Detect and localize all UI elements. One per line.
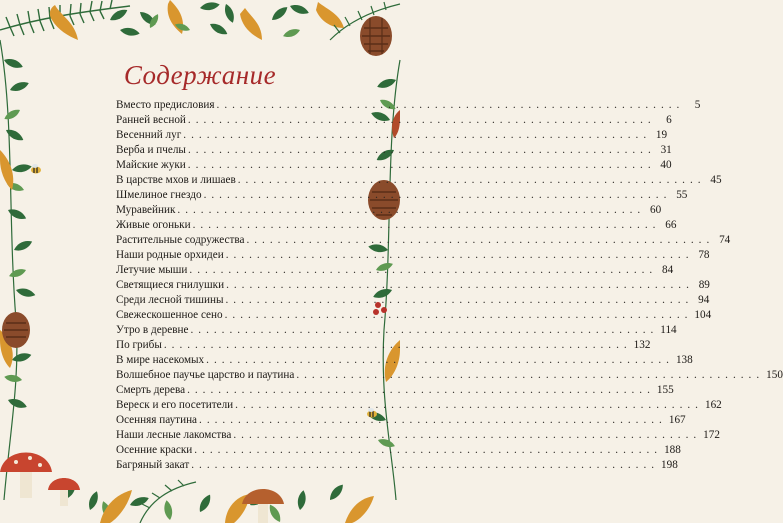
toc-dot-leader: ............................................................ [187,114,656,126]
toc-entry-title: Осенние краски [116,444,193,456]
toc-entry-page-number: 104 [694,309,712,321]
toc-entry-title: Наши родные орхидеи [116,249,224,261]
toc-entry-page-number: 45 [710,174,722,186]
toc-entry-title: Багряный закат [116,459,190,471]
toc-entry [116,428,720,443]
toc-entry-title: Летучие мыши [116,264,188,276]
toc-dot-leader: ............................................................ [246,234,715,246]
toc-entry-page-number: 74 [719,234,731,246]
toc-dot-leader: ............................................................ [199,414,667,426]
toc-entry-title: Весенний луг [116,129,182,141]
toc-entry-title: Вереск и его посетители [116,399,234,411]
toc-entry-page-number: 114 [660,324,677,336]
table-of-contents [116,98,783,473]
toc-entry [116,203,662,218]
toc-entry [116,293,710,308]
toc-entry-page-number: 66 [665,219,677,231]
toc-entry [116,233,731,248]
toc-entry-page-number: 89 [698,279,710,291]
toc-dot-leader: ............................................................ [206,354,674,366]
toc-entry [116,173,722,188]
toc-dot-leader: ............................................................ [183,129,652,141]
toc-entry-page-number: 188 [664,444,681,456]
toc-entry-title: Среди лесной тишины [116,294,224,306]
toc-entry-page-number: 138 [675,354,693,366]
toc-entry-title: Ранней весной [116,114,186,126]
toc-entry-title: В царстве мхов и лишаев [116,174,236,186]
toc-entry [116,353,693,368]
toc-entry-title: Наши лесные лакомства [116,429,232,441]
toc-entry-page-number: 167 [668,414,686,426]
toc-dot-leader: ............................................................ [187,159,656,171]
toc-dot-leader: ............................................................ [194,444,663,456]
toc-entry [116,413,686,428]
toc-entry [116,218,677,233]
toc-entry [116,128,668,143]
toc-entry [116,383,674,398]
toc-entry-title: Вместо предисловия [116,99,215,111]
top-foliage [0,0,400,56]
toc-dot-leader: ............................................................ [203,189,672,201]
toc-entry [116,143,672,158]
toc-entry [116,113,672,128]
toc-entry-title: Свежескошенное сено [116,309,223,321]
toc-entry-title: Муравейник [116,204,176,216]
page-title: Содержание [123,60,277,90]
toc-entry-title: Живые огоньки [116,219,191,231]
toc-entry-page-number: 31 [660,144,672,156]
toc-entry-page-number: 19 [655,129,668,141]
toc-dot-leader: ............................................................ [187,144,656,156]
toc-entry-page-number: 162 [704,399,722,411]
toc-entry [116,263,674,278]
toc-entry-page-number: 94 [698,294,710,306]
toc-entry-page-number: 55 [676,189,688,201]
left-foliage [0,40,41,500]
toc-entry-title: Смерть дерева [116,384,186,396]
toc-entry [116,323,677,338]
toc-dot-leader: ............................................................ [177,204,646,216]
toc-entry-page-number: 60 [650,204,662,216]
toc-dot-leader: ............................................................ [224,309,693,321]
toc-dot-leader: ............................................................ [191,459,660,471]
toc-entry-page-number: 155 [656,384,674,396]
toc-dot-leader: ............................................................ [233,429,702,441]
toc-entry [116,248,710,263]
toc-dot-leader: ............................................................ [225,249,694,261]
toc-dot-leader: ............................................................ [235,399,703,411]
toc-entry-title: Волшебное паучье царство и паутина [116,369,295,381]
toc-dot-leader: ............................................................ [226,279,694,291]
toc-entry-page-number: 40 [660,159,672,171]
fern-icon [108,1,310,37]
toc-entry-title: Растительные содружества [116,234,245,246]
toc-dot-leader: ............................................................ [187,384,655,396]
toc-entry-page-number: 5 [694,99,701,111]
toc-entry [116,308,712,323]
toc-entry-title: В мире насекомых [116,354,205,366]
toc-entry [116,443,681,458]
toc-entry-page-number: 132 [633,339,651,351]
toc-entry-page-number: 84 [662,264,674,276]
toc-entry-title: Майские жуки [116,159,186,171]
toc-entry-page-number: 198 [661,459,678,471]
toc-entry-title: Утро в деревне [116,324,189,336]
toc-entry [116,398,722,413]
toc-entry-page-number: 6 [666,114,672,126]
pine-cone-icon [360,16,392,56]
toc-entry-title: По грибы [116,339,162,351]
toc-dot-leader: ............................................................ [192,219,661,231]
toc-entry [116,98,701,113]
toc-entry-title: Верба и пчелы [116,144,186,156]
toc-dot-leader: ............................................................ [189,264,658,276]
toc-entry [116,458,678,473]
toc-dot-leader: ............................................................ [190,324,659,336]
toc-entry [116,368,783,383]
toc-entry [116,158,672,173]
toc-entry-title: Шмелиное гнездо [116,189,202,201]
toc-entry-page-number: 172 [703,429,720,441]
toc-dot-leader: ............................................................ [216,99,685,111]
bee-icon [31,164,41,174]
toc-entry [116,278,710,293]
toc-entry [116,188,688,203]
toc-dot-leader: ............................................................ [225,294,694,306]
toc-entry-page-number: 78 [698,249,710,261]
toc-entry-title: Осенняя паутина [116,414,198,426]
toc-entry [116,338,651,353]
toc-dot-leader: ............................................................ [296,369,765,381]
toc-entry-title: Светящиеся гнилушки [116,279,225,291]
toc-dot-leader: ............................................................ [163,339,632,351]
toc-entry-page-number: 150 [766,369,783,381]
toc-dot-leader: ............................................................ [237,174,706,186]
